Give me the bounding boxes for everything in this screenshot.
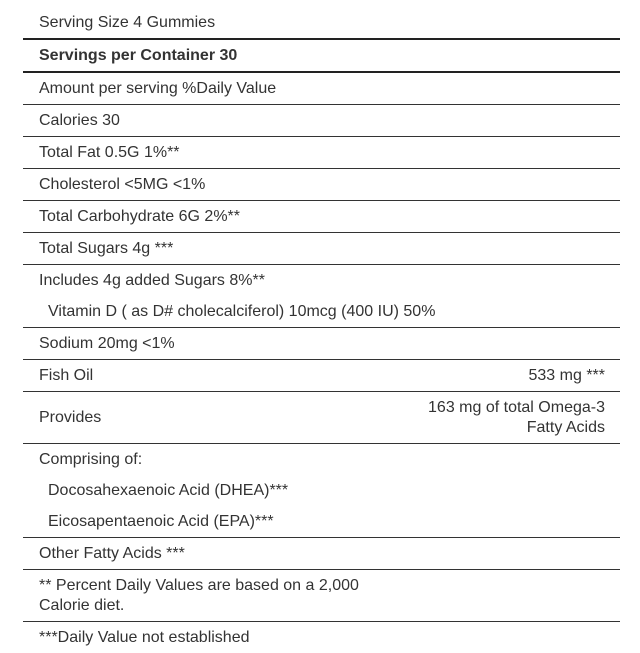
fish-oil-label: Fish Oil xyxy=(39,366,94,384)
row-total-fat xyxy=(23,137,620,169)
fish-oil-amount: 533 mg *** xyxy=(528,366,605,384)
comprising-of-text: Comprising of: xyxy=(39,450,143,468)
row-amount-per-serving xyxy=(23,73,620,105)
daily-values-footnote-text: ** Percent Daily Values are based on a 2,000 Calorie diet. xyxy=(39,576,359,614)
sodium-text: Sodium 20mg <1% xyxy=(39,334,175,352)
row-cholesterol xyxy=(23,169,620,201)
dhea-text: Docosahexaenoic Acid (DHEA)*** xyxy=(48,481,289,499)
total-fat-text: Total Fat 0.5G 1%** xyxy=(39,143,180,161)
provides-amount: 163 mg of total Omega-3 Fatty Acids xyxy=(428,398,605,436)
row-daily-value-not-established xyxy=(23,622,620,653)
serving-size-text: Serving Size 4 Gummies xyxy=(39,13,216,31)
row-comprising-of xyxy=(23,444,620,475)
added-sugars-text: Includes 4g added Sugars 8%** xyxy=(39,271,265,289)
row-servings-per-container xyxy=(23,40,620,73)
row-epa xyxy=(23,506,620,538)
nutrition-facts-table xyxy=(23,7,620,653)
row-total-sugars xyxy=(23,233,620,265)
row-serving-size xyxy=(23,7,620,40)
row-provides xyxy=(23,392,620,444)
row-fish-oil xyxy=(23,360,620,392)
provides-label: Provides xyxy=(39,408,102,426)
daily-value-not-established-text: ***Daily Value not established xyxy=(39,628,250,646)
total-carbohydrate-text: Total Carbohydrate 6G 2%** xyxy=(39,207,240,225)
epa-text: Eicosapentaenoic Acid (EPA)*** xyxy=(48,512,274,530)
total-sugars-text: Total Sugars 4g *** xyxy=(39,239,174,257)
cholesterol-text: Cholesterol <5MG <1% xyxy=(39,175,206,193)
other-fatty-acids-text: Other Fatty Acids *** xyxy=(39,544,185,562)
vitamin-d-text: Vitamin D ( as D# cholecalciferol) 10mcg (400 IU) 50% xyxy=(48,302,436,320)
servings-per-container-text: Servings per Container 30 xyxy=(39,46,238,64)
row-dhea xyxy=(23,475,620,506)
row-daily-values-footnote xyxy=(23,570,620,622)
calories-text: Calories 30 xyxy=(39,111,120,129)
row-total-carbohydrate xyxy=(23,201,620,233)
amount-per-serving-text: Amount per serving %Daily Value xyxy=(39,79,277,97)
row-added-sugars xyxy=(23,265,620,296)
row-other-fatty-acids xyxy=(23,538,620,570)
row-calories xyxy=(23,105,620,137)
row-vitamin-d xyxy=(23,296,620,328)
row-sodium xyxy=(23,328,620,360)
